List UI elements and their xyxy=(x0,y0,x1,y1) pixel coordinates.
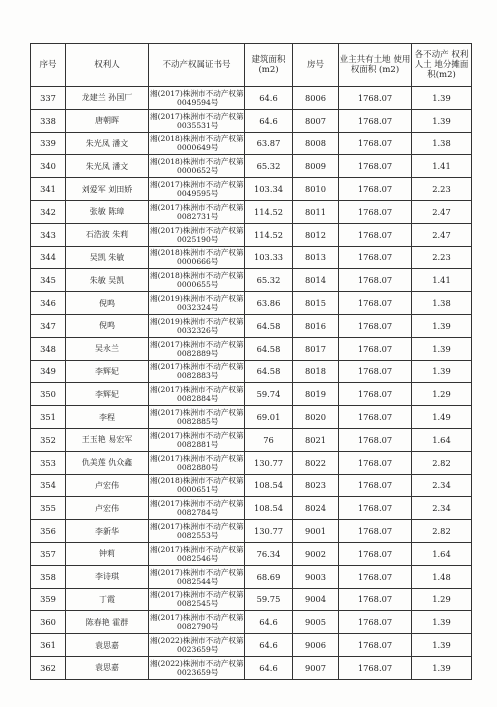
share-area-cell: 1.41 xyxy=(412,155,472,178)
room-cell: 8013 xyxy=(293,246,339,269)
seq-cell: 355 xyxy=(31,497,66,520)
cert-line-1: 湘(2017)株洲市不动产权第 xyxy=(150,408,244,418)
cert-line-1: 湘(2017)株洲市不动产权第 xyxy=(150,567,244,577)
area-cell: 103.34 xyxy=(245,178,293,201)
area-cell: 76.34 xyxy=(245,542,293,565)
land-area-cell: 1768.07 xyxy=(339,178,412,201)
cert-line-1: 湘(2022)株洲市不动产权第 xyxy=(150,636,244,646)
table-row xyxy=(31,360,472,383)
cert-line-2: 0082790号 xyxy=(177,622,219,632)
seq-cell: 361 xyxy=(31,634,66,657)
land-area-cell: 1768.07 xyxy=(339,292,412,315)
share-area-cell: 1.48 xyxy=(412,565,472,588)
cert-line-2: 0023659号 xyxy=(177,645,219,655)
cert-line-2: 0025190号 xyxy=(177,234,219,244)
area-cell: 130.77 xyxy=(245,451,293,474)
share-area-cell: 1.39 xyxy=(412,314,472,337)
seq-cell: 343 xyxy=(31,223,66,246)
owner-cell: 朱敏 吴凯 xyxy=(66,269,149,292)
cert-line-2: 0032324号 xyxy=(177,303,219,313)
land-area-cell: 1768.07 xyxy=(339,223,412,246)
land-area-cell: 1768.07 xyxy=(339,337,412,360)
cert-line-2: 0082880号 xyxy=(177,462,219,472)
room-cell: 8012 xyxy=(293,223,339,246)
area-cell: 68.69 xyxy=(245,565,293,588)
header-share-area: 各不动产 权利人土 地分摊面 积(m2) xyxy=(412,44,472,87)
cert-line-1: 湘(2018)株洲市不动产权第 xyxy=(150,157,244,167)
cert-line-1: 湘(2017)株洲市不动产权第 xyxy=(150,430,244,440)
land-area-cell: 1768.07 xyxy=(339,314,412,337)
property-register-table xyxy=(30,43,472,680)
cert-cell xyxy=(149,292,245,315)
land-area-cell: 1768.07 xyxy=(339,451,412,474)
owner-cell: 倪鸣 xyxy=(66,292,149,315)
header-room: 房号 xyxy=(293,44,339,87)
seq-cell: 338 xyxy=(31,109,66,132)
header-row xyxy=(31,44,472,87)
table-row xyxy=(31,406,472,429)
owner-cell: 石浩波 朱莉 xyxy=(66,223,149,246)
seq-cell: 357 xyxy=(31,542,66,565)
table-row xyxy=(31,497,472,520)
area-cell: 64.6 xyxy=(245,611,293,634)
cert-line-2: 0049594号 xyxy=(177,97,219,107)
cert-line-2: 0000651号 xyxy=(177,485,219,495)
cert-cell xyxy=(149,178,245,201)
cert-cell xyxy=(149,109,245,132)
cert-line-1: 湘(2018)株洲市不动产权第 xyxy=(150,134,244,144)
owner-cell: 李程 xyxy=(66,406,149,429)
land-area-cell: 1768.07 xyxy=(339,383,412,406)
room-cell: 8020 xyxy=(293,406,339,429)
owner-cell: 陈春艳 霍群 xyxy=(66,611,149,634)
land-area-cell: 1768.07 xyxy=(339,588,412,611)
seq-cell: 359 xyxy=(31,588,66,611)
land-area-cell: 1768.07 xyxy=(339,360,412,383)
land-area-cell: 1768.07 xyxy=(339,611,412,634)
table-row xyxy=(31,155,472,178)
room-cell: 8009 xyxy=(293,155,339,178)
area-cell: 59.75 xyxy=(245,588,293,611)
cert-cell xyxy=(149,451,245,474)
area-cell: 64.58 xyxy=(245,314,293,337)
room-cell: 9001 xyxy=(293,520,339,543)
cert-line-1: 湘(2019)株洲市不动产权第 xyxy=(150,294,244,304)
seq-cell: 351 xyxy=(31,406,66,429)
owner-cell: 唐朝晖 xyxy=(66,109,149,132)
area-cell: 103.33 xyxy=(245,246,293,269)
cert-cell xyxy=(149,87,245,110)
table-row xyxy=(31,383,472,406)
share-area-cell: 2.82 xyxy=(412,451,472,474)
header-land-area: 业主共有土地 使用权面积 (m2) xyxy=(339,44,412,87)
seq-cell: 341 xyxy=(31,178,66,201)
cert-line-1: 湘(2017)株洲市不动产权第 xyxy=(150,180,244,190)
cert-line-1: 湘(2017)株洲市不动产权第 xyxy=(150,225,244,235)
table-row xyxy=(31,87,472,110)
owner-cell: 李诗琪 xyxy=(66,565,149,588)
owner-cell: 朱光凤 潘文 xyxy=(66,155,149,178)
seq-cell: 354 xyxy=(31,474,66,497)
cert-line-1: 湘(2017)株洲市不动产权第 xyxy=(150,613,244,623)
area-cell: 64.6 xyxy=(245,634,293,657)
area-cell: 64.6 xyxy=(245,109,293,132)
land-area-cell: 1768.07 xyxy=(339,656,412,679)
room-cell: 8022 xyxy=(293,451,339,474)
table-row xyxy=(31,520,472,543)
land-area-cell: 1768.07 xyxy=(339,474,412,497)
cert-line-2: 0032326号 xyxy=(177,325,219,335)
share-area-cell: 1.38 xyxy=(412,132,472,155)
cert-line-1: 湘(2017)株洲市不动产权第 xyxy=(150,202,244,212)
table-row xyxy=(31,132,472,155)
header-owner: 权利人 xyxy=(66,44,149,87)
room-cell: 8008 xyxy=(293,132,339,155)
table-row xyxy=(31,109,472,132)
cert-line-1: 湘(2022)株洲市不动产权第 xyxy=(150,658,244,668)
owner-cell: 丁霞 xyxy=(66,588,149,611)
cert-cell xyxy=(149,656,245,679)
cert-cell xyxy=(149,497,245,520)
cert-cell xyxy=(149,383,245,406)
table-row xyxy=(31,542,472,565)
seq-cell: 337 xyxy=(31,87,66,110)
area-cell: 108.54 xyxy=(245,497,293,520)
room-cell: 8019 xyxy=(293,383,339,406)
table-row xyxy=(31,656,472,679)
seq-cell: 346 xyxy=(31,292,66,315)
seq-cell: 360 xyxy=(31,611,66,634)
room-cell: 8011 xyxy=(293,200,339,223)
land-area-cell: 1768.07 xyxy=(339,406,412,429)
cert-line-2: 0082883号 xyxy=(177,371,219,381)
area-cell: 63.86 xyxy=(245,292,293,315)
owner-cell: 卢宏伟 xyxy=(66,474,149,497)
land-area-cell: 1768.07 xyxy=(339,132,412,155)
room-cell: 9006 xyxy=(293,634,339,657)
table-row xyxy=(31,200,472,223)
cert-line-1: 湘(2017)株洲市不动产权第 xyxy=(150,339,244,349)
share-area-cell: 2.34 xyxy=(412,474,472,497)
cert-line-2: 0082884号 xyxy=(177,394,219,404)
cert-line-2: 0049595号 xyxy=(177,189,219,199)
share-area-cell: 2.82 xyxy=(412,520,472,543)
owner-cell: 张敏 陈璋 xyxy=(66,200,149,223)
owner-cell: 吴凯 朱敏 xyxy=(66,246,149,269)
land-area-cell: 1768.07 xyxy=(339,542,412,565)
area-cell: 63.87 xyxy=(245,132,293,155)
share-area-cell: 1.39 xyxy=(412,87,472,110)
seq-cell: 348 xyxy=(31,337,66,360)
owner-cell: 李辉妃 xyxy=(66,383,149,406)
cert-cell xyxy=(149,634,245,657)
area-cell: 130.77 xyxy=(245,520,293,543)
room-cell: 9005 xyxy=(293,611,339,634)
land-area-cell: 1768.07 xyxy=(339,497,412,520)
seq-cell: 339 xyxy=(31,132,66,155)
area-cell: 76 xyxy=(245,428,293,451)
seq-cell: 345 xyxy=(31,269,66,292)
room-cell: 8016 xyxy=(293,314,339,337)
owner-cell: 仇美莲 仇众鑫 xyxy=(66,451,149,474)
room-cell: 9007 xyxy=(293,656,339,679)
cert-cell xyxy=(149,406,245,429)
table-row xyxy=(31,428,472,451)
room-cell: 8006 xyxy=(293,87,339,110)
share-area-cell: 2.34 xyxy=(412,497,472,520)
cert-cell xyxy=(149,565,245,588)
cert-cell xyxy=(149,155,245,178)
land-area-cell: 1768.07 xyxy=(339,520,412,543)
cert-cell xyxy=(149,246,245,269)
room-cell: 8024 xyxy=(293,497,339,520)
cert-cell xyxy=(149,337,245,360)
seq-cell: 350 xyxy=(31,383,66,406)
owner-cell: 李新华 xyxy=(66,520,149,543)
table-row xyxy=(31,451,472,474)
land-area-cell: 1768.07 xyxy=(339,155,412,178)
cert-cell xyxy=(149,360,245,383)
cert-line-1: 湘(2017)株洲市不动产权第 xyxy=(150,499,244,509)
cert-cell xyxy=(149,428,245,451)
share-area-cell: 2.23 xyxy=(412,246,472,269)
share-area-cell: 1.64 xyxy=(412,428,472,451)
seq-cell: 352 xyxy=(31,428,66,451)
room-cell: 8017 xyxy=(293,337,339,360)
cert-cell xyxy=(149,474,245,497)
cert-line-2: 0082544号 xyxy=(177,576,219,586)
land-area-cell: 1768.07 xyxy=(339,269,412,292)
cert-line-1: 湘(2018)株洲市不动产权第 xyxy=(150,248,244,258)
cert-cell xyxy=(149,269,245,292)
table-row xyxy=(31,223,472,246)
table-row xyxy=(31,314,472,337)
area-cell: 114.52 xyxy=(245,223,293,246)
cert-cell xyxy=(149,200,245,223)
share-area-cell: 1.39 xyxy=(412,337,472,360)
share-area-cell: 1.29 xyxy=(412,383,472,406)
owner-cell: 吴永兰 xyxy=(66,337,149,360)
room-cell: 8007 xyxy=(293,109,339,132)
cert-line-2: 0082889号 xyxy=(177,348,219,358)
header-cert: 不动产权属证书号 xyxy=(149,44,245,87)
area-cell: 108.54 xyxy=(245,474,293,497)
owner-cell: 李辉妃 xyxy=(66,360,149,383)
seq-cell: 362 xyxy=(31,656,66,679)
land-area-cell: 1768.07 xyxy=(339,87,412,110)
owner-cell: 卢宏伟 xyxy=(66,497,149,520)
area-cell: 64.6 xyxy=(245,656,293,679)
owner-cell: 朱光凤 潘文 xyxy=(66,132,149,155)
seq-cell: 356 xyxy=(31,520,66,543)
room-cell: 8014 xyxy=(293,269,339,292)
cert-line-2: 0000652号 xyxy=(177,166,219,176)
land-area-cell: 1768.07 xyxy=(339,565,412,588)
cert-cell xyxy=(149,132,245,155)
cert-line-1: 湘(2017)株洲市不动产权第 xyxy=(150,453,244,463)
seq-cell: 353 xyxy=(31,451,66,474)
share-area-cell: 1.41 xyxy=(412,269,472,292)
land-area-cell: 1768.07 xyxy=(339,200,412,223)
cert-line-1: 湘(2017)株洲市不动产权第 xyxy=(150,385,244,395)
header-area: 建筑面积 (m2) xyxy=(245,44,293,87)
cert-cell xyxy=(149,588,245,611)
cert-line-2: 0000649号 xyxy=(177,143,219,153)
room-cell: 8010 xyxy=(293,178,339,201)
owner-cell: 袁思嘉 xyxy=(66,656,149,679)
cert-line-2: 0082881号 xyxy=(177,439,219,449)
land-area-cell: 1768.07 xyxy=(339,109,412,132)
area-cell: 114.52 xyxy=(245,200,293,223)
area-cell: 69.01 xyxy=(245,406,293,429)
share-area-cell: 1.39 xyxy=(412,634,472,657)
area-cell: 64.6 xyxy=(245,87,293,110)
cert-line-1: 湘(2019)株洲市不动产权第 xyxy=(150,316,244,326)
seq-cell: 344 xyxy=(31,246,66,269)
cert-line-2: 0082885号 xyxy=(177,417,219,427)
cert-cell xyxy=(149,611,245,634)
owner-cell: 袁思嘉 xyxy=(66,634,149,657)
share-area-cell: 1.29 xyxy=(412,588,472,611)
owner-cell: 王玉艳 易宏军 xyxy=(66,428,149,451)
cert-line-2: 0082553号 xyxy=(177,531,219,541)
share-area-cell: 1.39 xyxy=(412,611,472,634)
seq-cell: 347 xyxy=(31,314,66,337)
cert-line-2: 0082731号 xyxy=(177,211,219,221)
cert-line-1: 湘(2017)株洲市不动产权第 xyxy=(150,544,244,554)
cert-line-1: 湘(2017)株洲市不动产权第 xyxy=(150,590,244,600)
cert-line-2: 0082545号 xyxy=(177,599,219,609)
table-row xyxy=(31,292,472,315)
cert-line-1: 湘(2017)株洲市不动产权第 xyxy=(150,522,244,532)
room-cell: 8018 xyxy=(293,360,339,383)
table-row xyxy=(31,634,472,657)
seq-cell: 349 xyxy=(31,360,66,383)
area-cell: 64.58 xyxy=(245,360,293,383)
cert-cell xyxy=(149,542,245,565)
cert-line-1: 湘(2017)株洲市不动产权第 xyxy=(150,111,244,121)
table-row xyxy=(31,588,472,611)
area-cell: 64.58 xyxy=(245,337,293,360)
area-cell: 59.74 xyxy=(245,383,293,406)
table-row xyxy=(31,611,472,634)
table-row xyxy=(31,246,472,269)
cert-cell xyxy=(149,520,245,543)
seq-cell: 340 xyxy=(31,155,66,178)
share-area-cell: 2.23 xyxy=(412,178,472,201)
share-area-cell: 1.38 xyxy=(412,292,472,315)
share-area-cell: 2.47 xyxy=(412,223,472,246)
cert-line-2: 0023659号 xyxy=(177,667,219,677)
cert-line-2: 0000655号 xyxy=(177,280,219,290)
owner-cell: 倪鸣 xyxy=(66,314,149,337)
cert-line-2: 0000666号 xyxy=(177,257,219,267)
cert-line-1: 湘(2017)株洲市不动产权第 xyxy=(150,362,244,372)
table-row xyxy=(31,337,472,360)
table-row xyxy=(31,178,472,201)
share-area-cell: 1.39 xyxy=(412,360,472,383)
cert-line-1: 湘(2017)株洲市不动产权第 xyxy=(150,88,244,98)
room-cell: 8023 xyxy=(293,474,339,497)
share-area-cell: 1.39 xyxy=(412,109,472,132)
header-seq: 序号 xyxy=(31,44,66,87)
owner-cell: 龙建兰 孙国厂 xyxy=(66,87,149,110)
share-area-cell: 2.47 xyxy=(412,200,472,223)
land-area-cell: 1768.07 xyxy=(339,634,412,657)
room-cell: 9003 xyxy=(293,565,339,588)
table-row xyxy=(31,474,472,497)
area-cell: 65.32 xyxy=(245,269,293,292)
cert-line-1: 湘(2018)株洲市不动产权第 xyxy=(150,476,244,486)
cert-line-2: 0035531号 xyxy=(177,120,219,130)
land-area-cell: 1768.07 xyxy=(339,428,412,451)
seq-cell: 342 xyxy=(31,200,66,223)
table-row xyxy=(31,269,472,292)
seq-cell: 358 xyxy=(31,565,66,588)
owner-cell: 刘爱军 刘田娇 xyxy=(66,178,149,201)
land-area-cell: 1768.07 xyxy=(339,246,412,269)
room-cell: 8015 xyxy=(293,292,339,315)
area-cell: 65.32 xyxy=(245,155,293,178)
share-area-cell: 1.49 xyxy=(412,406,472,429)
cert-cell xyxy=(149,223,245,246)
cert-line-2: 0082784号 xyxy=(177,508,219,518)
owner-cell: 钟莉 xyxy=(66,542,149,565)
room-cell: 8021 xyxy=(293,428,339,451)
table-row xyxy=(31,565,472,588)
room-cell: 9004 xyxy=(293,588,339,611)
cert-cell xyxy=(149,314,245,337)
cert-line-2: 0082546号 xyxy=(177,553,219,563)
share-area-cell: 1.39 xyxy=(412,656,472,679)
cert-line-1: 湘(2018)株洲市不动产权第 xyxy=(150,271,244,281)
share-area-cell: 1.64 xyxy=(412,542,472,565)
room-cell: 9002 xyxy=(293,542,339,565)
